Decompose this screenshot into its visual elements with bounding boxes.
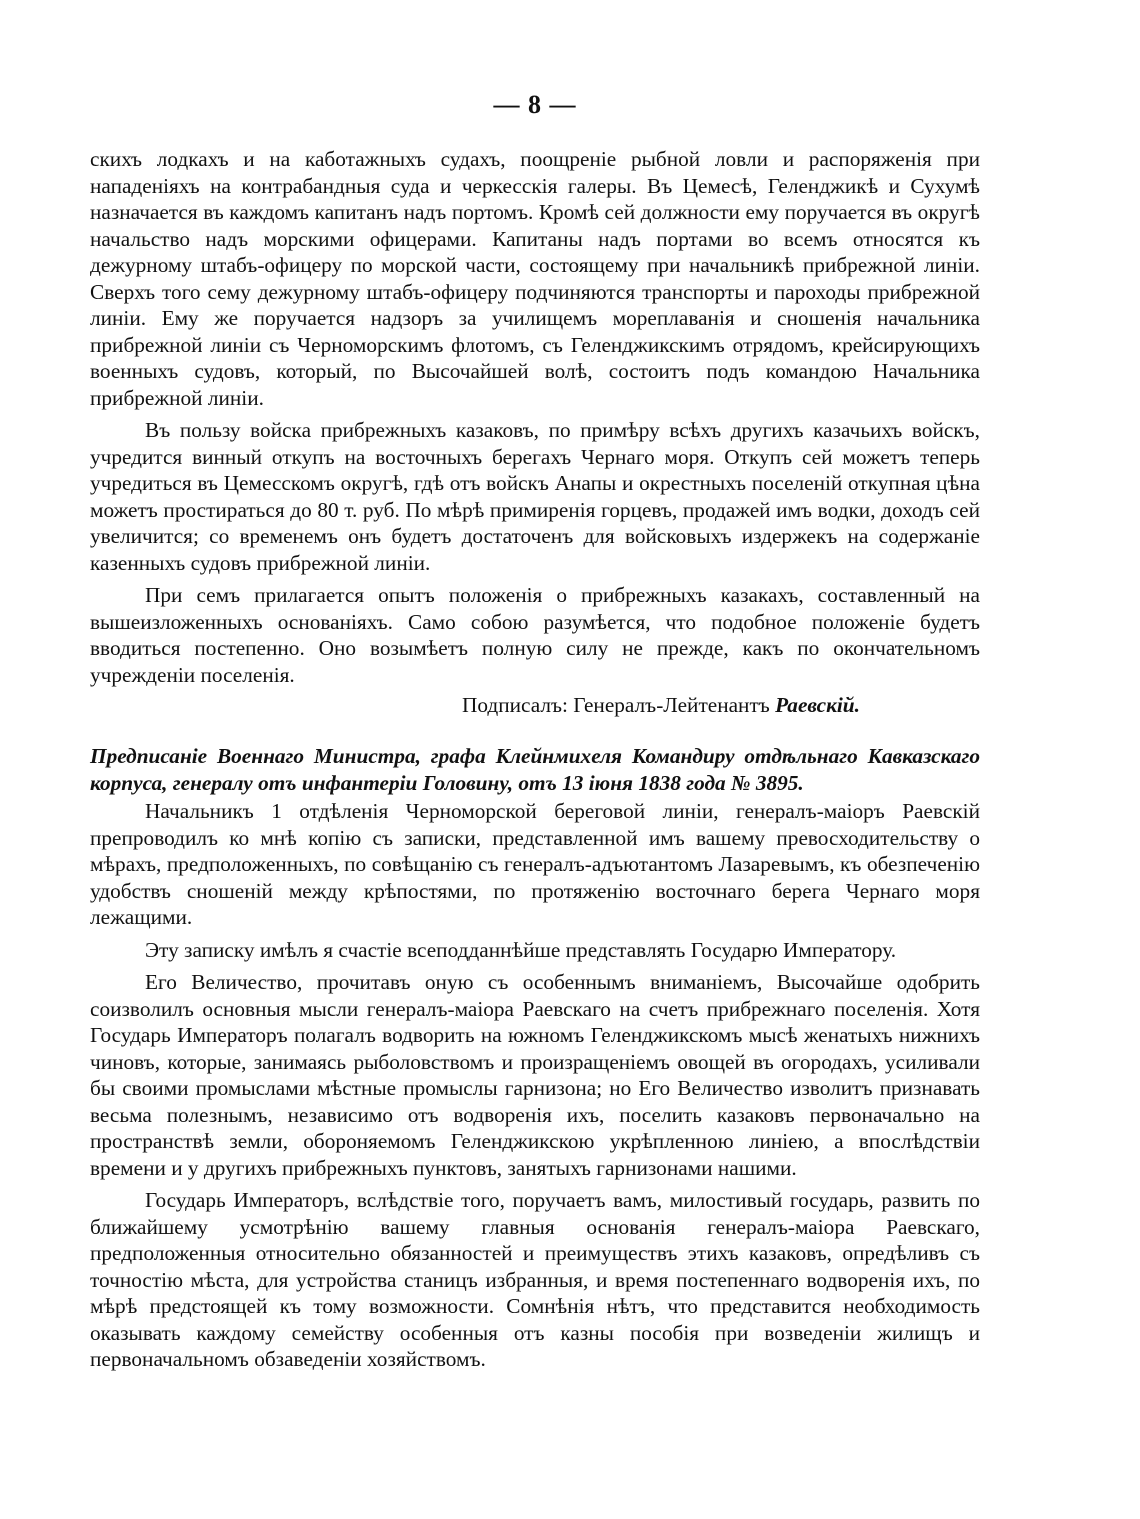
document-page [90, 90, 980, 1373]
order-heading: Предписаніе Военнаго Министра, графа Клейнмихеля Командиру отдѣльнаго Кавказскаго корпуса, генералу отъ инфантеріи Головину, отъ 13 іюня 1838 года № 3895. [90, 744, 980, 795]
order-paragraph-4: Государь Императоръ, вслѣдствіе того, поручаетъ вамъ, милостивый государь, развить по ближайшему усмотрѣнію вашему главныя основанія генералъ-маіора Раевскаго, предположенныя относительно обязанностей и преимуществъ этихъ казаковъ, опредѣливъ съ точностію мѣста, для устройства станицъ избранныя, и время постепеннаго водворенія ихъ, по мѣрѣ предстоящей къ тому возможности. Сомнѣнія нѣтъ, что представится необходимость оказывать каждому семейству особенныя отъ казны пособія при возведеніи жилищъ и первоначальномъ обзаведеніи хозяйствомъ. [90, 1188, 980, 1371]
continued-paragraph: скихъ лодкахъ и на каботажныхъ судахъ, поощреніе рыбной ловли и распоряженія при нападеніяхъ на контрабандныя суда и черкесскія галеры. Въ Цемесѣ, Геленджикѣ и Сухумѣ назначается въ каждомъ капитанъ надъ портомъ. Кромѣ сей должности ему поручается въ округѣ начальство надъ морскими офицерами. Капитаны надъ портами во всемъ относятся къ дежурному штабъ-офицеру по морской части, состоящему при начальникѣ прибрежной линіи. Сверхъ того сему дежурному штабъ-офицеру подчиняются транспорты и пароходы прибрежной линіи. Ему же поручается надзоръ за училищемъ мореплаванія и сношенія начальника прибрежной линіи съ Черноморскимъ флотомъ, съ Геленджикскимъ отрядомъ, крейсирующихъ военныхъ судовъ, который, по Высочайшей волѣ, состоитъ подъ командою Начальника прибрежной линіи. [90, 147, 980, 410]
order-paragraph-1: Начальникъ 1 отдѣленія Черноморской береговой линіи, генералъ-маіоръ Раевскій препроводилъ ко мнѣ копію съ записки, представленной имъ вашему превосходительству о мѣрахъ, предположенныхъ, по совѣщанію съ генералъ-адъютантомъ Лазаревымъ, къ обезпеченію удобствъ сношеній между крѣпостями, по протяженію восточнаго берега Чернаго моря лежащими. [90, 799, 980, 929]
order-paragraph-3: Его Величество, прочитавъ оную съ особеннымъ вниманіемъ, Высочайше одобрить соизволилъ основныя мысли генералъ-маіора Раевскаго на счетъ прибрежнаго поселенія. Хотя Государь Императоръ полагалъ водворить на южномъ Геленджикскомъ мысѣ женатыхъ нижнихъ чиновъ, которые, занимаясь рыболовствомъ и произращеніемъ овощей въ огородахъ, усиливали бы своими промыслами мѣстные промыслы гарнизона; но Его Величество изволитъ признавать весьма полезнымъ, независимо отъ водворенія ихъ, поселить казаковъ первоначально на пространствѣ земли, обороняемомъ Геленджикскою укрѣпленною линіею, а впослѣдствіи времени и у другихъ прибрежныхъ пунктовъ, занятыхъ гарнизонами нашими. [90, 970, 980, 1180]
attached-regulation-paragraph: При семъ прилагается опытъ положенія о прибрежныхъ казакахъ, составленный на вышеизложенныхъ основаніяхъ. Само собою разумѣется, что подобное положеніе будетъ вводиться постепенно. Оно возымѣетъ полную силу не прежде, какъ по окончательномъ учрежденіи поселенія. [90, 583, 980, 687]
page-number: — 8 — [493, 90, 577, 119]
signature-label: Подписалъ: Генералъ-Лейтенантъ [462, 693, 770, 717]
signature-name: Раевскій. [775, 693, 860, 717]
signature-line [90, 692, 980, 719]
order-paragraph-2: Эту записку имѣлъ я счастіе всеподданнѣйше представлять Государю Императору. [145, 937, 897, 962]
wine-concession-paragraph: Въ пользу войска прибрежныхъ казаковъ, по примѣру всѣхъ другихъ казачьихъ войскъ, учредится винный откупъ на восточныхъ берегахъ Чернаго моря. Откупъ сей можетъ теперь учредиться въ Цемесскомъ округѣ, гдѣ отъ войскъ Анапы и окрестныхъ поселеній откупная цѣна можетъ простираться до 80 т. руб. По мѣрѣ примиренія горцевъ, продажей имъ водки, доходъ сей увеличится; со временемъ онъ будетъ достаточенъ для войсковыхъ издержекъ на содержаніе казенныхъ судовъ прибрежной линіи. [90, 418, 980, 575]
